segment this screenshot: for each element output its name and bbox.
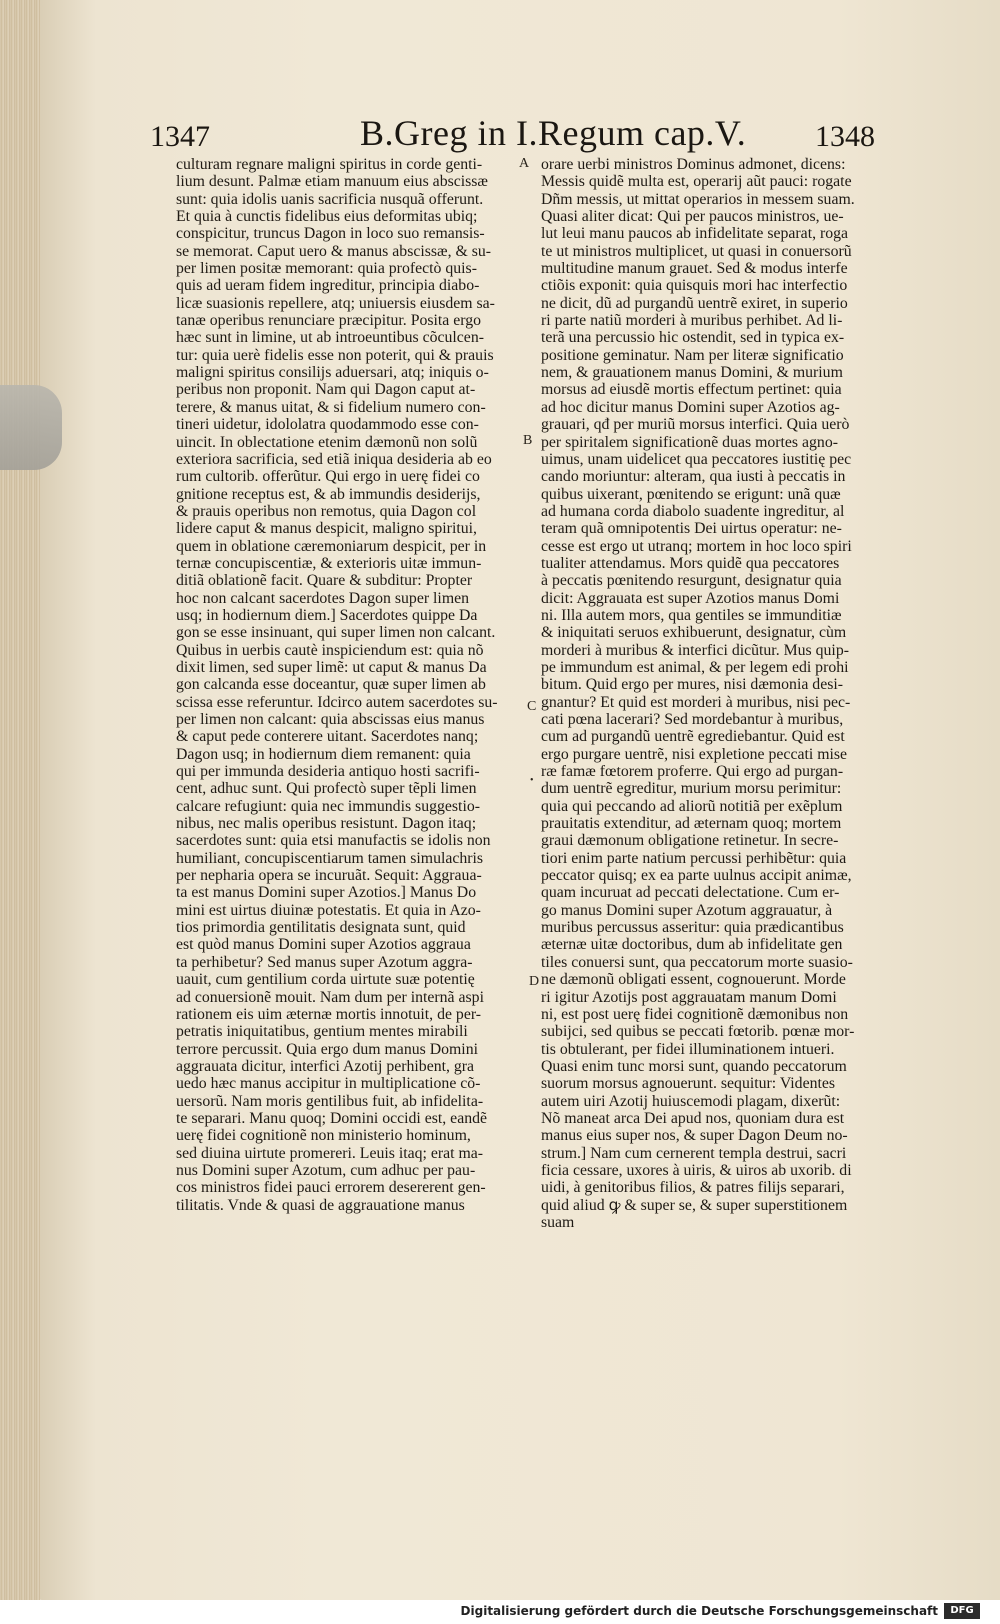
text-line: ad humana corda diabolo suadente ingreditur, al	[541, 502, 845, 520]
text-line: grauari, qđ per muriũ morsus interfici. Quia uerò	[541, 416, 850, 434]
text-line: tanæ operibus renunciare præcipitur. Posita ergo	[176, 312, 482, 330]
text-line: bitum. Quid ergo per mures, nisi dæmonia desi-	[541, 676, 844, 694]
text-line: à peccatis pœnitendo resurgunt, designatur quia	[541, 572, 842, 590]
text-line: licæ suasionis repellere, atq; uniuersis eiusdem sa-	[176, 294, 495, 312]
text-line: nus Domini super Azotum, cum adhuc per pau-	[176, 1161, 476, 1179]
text-line: uincit. In oblectatione etenim dæmonũ non solũ	[176, 433, 478, 451]
text-line: terere, & manus uitat, & si fidelium numero con-	[176, 398, 486, 416]
text-line: ri parte natiũ morderi à muribus perhibet. Ad li-	[541, 312, 843, 330]
text-line: calcare refugiunt: quia nec immundis suggestio-	[176, 797, 480, 815]
running-title: B.Greg in I.Regum cap.V.	[360, 113, 747, 153]
text-line: morderi à muribus & interfici dicũtur. Mus quip-	[541, 641, 849, 659]
text-line: quibus uixerant, pœnitendo se erigunt: unã quæ	[541, 485, 841, 503]
text-line: se memorat. Caput uero & manus abscissæ, & su-	[176, 242, 492, 260]
text-line: tiles conuersi sunt, qua peccatorum morte suasio-	[541, 953, 853, 971]
text-line: te separari. Manu quoq; Domini occidi est, eandẽ	[176, 1109, 488, 1127]
text-line: usq; in hodiernum diem.] Sacerdotes quippe Da	[176, 606, 478, 624]
text-line: hoc non calcant sacerdotes Dagon super limen	[176, 589, 470, 607]
text-line: multitudine manum grauet. Sed & modus interfe	[541, 260, 848, 278]
text-line: tilitatis. Vnde & quasi de aggrauatione manus	[176, 1196, 465, 1214]
book-page-edges	[0, 0, 40, 1600]
text-line: Quasi aliter dicat: Qui per paucos ministros, ue-	[541, 208, 844, 226]
text-line: ad conuersionẽ mouit. Nam dum per internã aspi	[176, 988, 484, 1006]
text-line: sacerdotes sunt: quia etsi manufactis se idolis non	[176, 832, 491, 850]
text-line: cos ministros fidei pauci errorem desererent gen-	[176, 1179, 486, 1197]
text-line: culturam regnare maligni spiritus in corde genti-	[176, 156, 483, 173]
text-line: positione geminatur. Nam per literæ significatio	[541, 346, 844, 364]
text-line: tiori enim parte natium percussi perhibẽtur: quia	[541, 849, 847, 867]
text-line: dixit limen, sed super limẽ: ut caput & manus Da	[176, 658, 487, 676]
text-line: uimus, unam uidelicet qua peccatores iustitię pec	[541, 450, 852, 468]
text-line: ne dæmonũ obligati essent, cognouerunt. Morde	[541, 971, 846, 989]
text-line: pe immundum est animal, & per legem edi prohi	[541, 658, 849, 676]
text-line: dum uentrẽ egreditur, murium morsu perimitur:	[541, 780, 842, 798]
text-line: quid aliud ꝙ & super se, & super superstitionem	[541, 1196, 848, 1214]
text-line: quem in oblatione cæremoniarum despicit, per in	[176, 537, 487, 555]
text-line: ficia cessare, uxores à uiris, & uiros ab uxorib. di	[541, 1161, 852, 1179]
text-line: cati pœna lacerari? Sed mordebantur à muribus,	[541, 711, 844, 728]
text-line: Messis quidẽ multa est, operarij aũt pauci: rogate	[541, 173, 852, 191]
book-clip	[0, 385, 62, 470]
text-line: cesse est ergo ut utranq; mortem in hoc loco spiri	[541, 537, 852, 555]
text-line: Dagon usq; in hodiernum diem remanent: quia	[176, 745, 471, 763]
text-line: quis ad ueram fidem ingreditur, principia diabo-	[176, 277, 480, 295]
text-line: conspicitur, truncus Dagon in loco suo remansis-	[176, 225, 485, 243]
page-header	[0, 112, 1000, 162]
text-line: uerę fidei cognitionẽ non ministerio hominum,	[176, 1127, 471, 1145]
text-line: manus eius super nos, & super Dagon Deum no-	[541, 1127, 848, 1145]
text-line: qui per immunda desideria antiquo hosti sacrifi-	[176, 763, 480, 781]
text-line: te ut ministros multiplicet, ut quasi in conuersorũ	[541, 242, 852, 260]
text-line: lium desunt. Palmæ etiam manuum eius abscissæ	[176, 173, 488, 191]
text-line: terã una percussio hic ostendit, sed in typica ex-	[541, 329, 845, 347]
text-line: lut leui manu paucos ab infidelitate separat, roga	[541, 225, 849, 243]
text-line: go manus Domini super Azotum aggrauatur, à	[541, 901, 833, 919]
text-line: cent, adhuc sunt. Qui profectò super tẽpli limen	[176, 780, 477, 798]
text-line: ni, est post uerę fidei cognitionẽ dæmonibus non	[541, 1005, 849, 1023]
text-line: peribus non proponit. Nam qui Dagon caput at-	[176, 381, 476, 399]
text-line: peccator quisq; ex ea parte uulnus accipit animæ,	[541, 867, 852, 885]
text-line: Nõ maneat arca Dei apud nos, quoniam dura est	[541, 1109, 845, 1127]
text-line: ta est manus Domini super Azotios.] Manus Do	[176, 884, 477, 902]
text-line: Quibus in uerbis cautè inspiciendum est: quia nõ	[176, 641, 484, 659]
text-line: orare uerbi ministros Dominus admonet, dicens:	[541, 156, 846, 173]
text-line: cando moriuntur: alteram, qua iusti à peccatis in	[541, 468, 846, 486]
text-line: strum.] Nam cum cernerent templa destrui, sacri	[541, 1144, 847, 1162]
text-line: ternæ concupiscentiæ, & exterioris uitæ immun-	[176, 554, 482, 572]
text-line: humiliant, concupiscentiarum tamen simulachris	[176, 849, 484, 867]
funding-credit: Digitalisierung gefördert durch die Deutsche Forschungsgemeinschaft	[460, 1604, 938, 1618]
text-line: Et quia à cunctis fidelibus eius deformitas ubiq;	[176, 208, 478, 226]
text-line: subijci, sed quibus se peccati fœtorib. pœnæ mor-	[541, 1023, 855, 1041]
text-line: quam incuruat ad peccati delectatione. Cum er-	[541, 884, 840, 902]
text-line: & prauis operibus non remotus, quia Dagon col	[176, 502, 477, 520]
text-line: cum ad purgandũ uentrẽ egrediebantur. Quid est	[541, 728, 845, 746]
text-line: graui dæmonum obligatione retinetur. In secre-	[541, 832, 839, 850]
text-column-right	[541, 156, 886, 1231]
text-line: æternæ uitæ doctoribus, dum ab infidelitate gen	[541, 936, 843, 954]
text-line: ad hoc dicitur manus Domini super Azotios ag-	[541, 398, 840, 416]
text-line: uersorũ. Nam moris gentilibus fuit, ab infidelita-	[176, 1092, 484, 1110]
text-line: muribus percussus asseritur: quia prædicantibus	[541, 919, 844, 937]
margin-marker-c: C	[527, 699, 537, 714]
text-line: maligni spiritus consilijs aduersari, atq; iniquis o-	[176, 364, 489, 382]
text-line: gon se esse insinuant, qui super limen non calcant.	[176, 624, 496, 642]
text-line: ergo purgare uentrẽ, nisi expletione peccati mise	[541, 745, 848, 763]
text-line: aggrauata dicitur, interfici Azotij perhibent, gra	[176, 1057, 475, 1075]
margin-marker-d: D	[529, 974, 540, 989]
text-line: gnantur? Et quid est morderi à muribus, nisi pec-	[541, 693, 851, 711]
text-line: per limen positæ memorant: quia profectò quis-	[176, 260, 477, 278]
text-line: Dñm messis, ut mittat operarios in messem suam.	[541, 190, 855, 208]
text-line: tualiter attendamus. Mors quidẽ qua peccatores	[541, 554, 840, 572]
text-line: Quasi enim tunc morsi sunt, quando peccatorum	[541, 1057, 847, 1075]
digitization-footer	[0, 1600, 1000, 1624]
text-line: terrore percussit. Quia ergo dum manus Domini	[176, 1040, 478, 1058]
text-line: scissa esse referuntur. Idcirco autem sacerdotes su-	[176, 693, 498, 711]
text-line: mini est uirtus diuinæ potestatis. Et quia in Azo-	[176, 901, 481, 919]
margin-marker-bullet: •	[530, 775, 534, 786]
text-line: autem uiri Azotij huiuscemodi plagam, dixerũt:	[541, 1092, 841, 1110]
margin-marker-a: A	[519, 156, 530, 171]
text-line: tur: quia uerè fidelis esse non poterit, qui & prauis	[176, 346, 494, 364]
text-line: uedo hæc manus accipitur in multiplicatione cõ-	[176, 1075, 481, 1093]
text-line: ctiõis exponit: quia quisquis mori hac interfectio	[541, 277, 848, 295]
text-line: petratis iniquitatibus, gentium mentes mirabili	[176, 1023, 468, 1041]
text-line: hæc sunt in limine, ut ab introeuntibus cõculcen-	[176, 329, 484, 347]
text-line: nem, & grauationem manus Domini, & murium	[541, 364, 843, 382]
dfg-logo: DFG	[944, 1603, 980, 1619]
text-line: gnitione receptus est, & ab immundis desiderijs,	[176, 485, 481, 503]
text-line: & caput pede conterere uitant. Sacerdotes nanq;	[176, 728, 479, 746]
text-line: ne dicit, dũ ad purgandũ uentrẽ exiret, in superio	[541, 294, 848, 312]
text-line: sed diuina uirtute promereri. Leuis itaq; erat ma-	[176, 1144, 484, 1162]
text-line: morsus ad eiusdẽ mortis effectum pertinet: quia	[541, 381, 842, 399]
text-line: est quòd manus Domini super Azotios aggraua	[176, 936, 471, 954]
text-line: per limen non calcant: quia abscissas eius manus	[176, 711, 485, 728]
text-line: prauitatis extenditur, ad æternam quoq; mortem	[541, 815, 842, 833]
text-line: gon calcanda esse doceantur, quæ super limen ab	[176, 676, 486, 694]
text-line: per spiritalem significationẽ duas mortes agno-	[541, 433, 838, 451]
text-line: suam	[541, 1213, 575, 1231]
margin-marker-b: B	[523, 433, 533, 448]
text-line: suorum morsus agnouerunt. sequitur: Videntes	[541, 1075, 836, 1093]
text-line: sunt: quia idolis uanis sacrificia nusquã offerunt.	[176, 190, 484, 208]
text-line: ni. Illa autem mors, qua gentiles se immunditiæ	[541, 606, 842, 624]
text-line: per nepharia opera se incuruãt. Sequit: Aggraua-	[176, 867, 482, 885]
text-line: ri igitur Azotijs post aggrauatam manum Domi	[541, 988, 837, 1006]
text-line: tis obtulerant, per fidei illuminationem intueri.	[541, 1040, 835, 1058]
text-line: ta perhibetur? Sed manus super Azotum aggra-	[176, 953, 473, 971]
text-line: teram quã omnipotentis Dei uirtus operatur: ne-	[541, 520, 842, 538]
text-line: quia qui peccando ad aliorũ notitiã per exẽplum	[541, 797, 843, 815]
text-line: uauit, cum gentilium corda uirtute suæ potentię	[176, 971, 475, 989]
text-line: ditiã oblationẽ facit. Quare & subditur: Propter	[176, 572, 473, 590]
text-line: dicit: Aggrauata est super Azotios manus Domi	[541, 589, 840, 607]
text-line: & iniquitati seruos exhibuerunt, designatur, cùm	[541, 624, 847, 642]
text-line: exteriora sacrificia, sed etiã iniqua desideria ab eo	[176, 450, 492, 468]
text-line: tineri uidetur, idololatra quodammodo esse con-	[176, 416, 479, 434]
text-line: ræ famæ fœtorem proferre. Qui ergo ad purgan-	[541, 763, 844, 781]
folio-number-left: 1347	[150, 120, 210, 153]
text-line: uidi, à genitoribus filios, & patres filijs separari,	[541, 1179, 845, 1197]
text-line: nibus, nec malis operibus resistunt. Dagon itaq;	[176, 815, 477, 833]
text-line: lidere caput & manus despicit, maligno spiritui,	[176, 520, 477, 538]
text-line: rationem eis uim æternæ mortis innotuit, de per-	[176, 1005, 482, 1023]
folio-number-right: 1348	[815, 120, 875, 153]
text-column-left	[176, 156, 521, 1214]
text-line: rum cultorib. offerũtur. Qui ergo in uerę fidei co	[176, 468, 480, 486]
text-line: tios primordia gentilitatis designata sunt, quid	[176, 919, 466, 937]
